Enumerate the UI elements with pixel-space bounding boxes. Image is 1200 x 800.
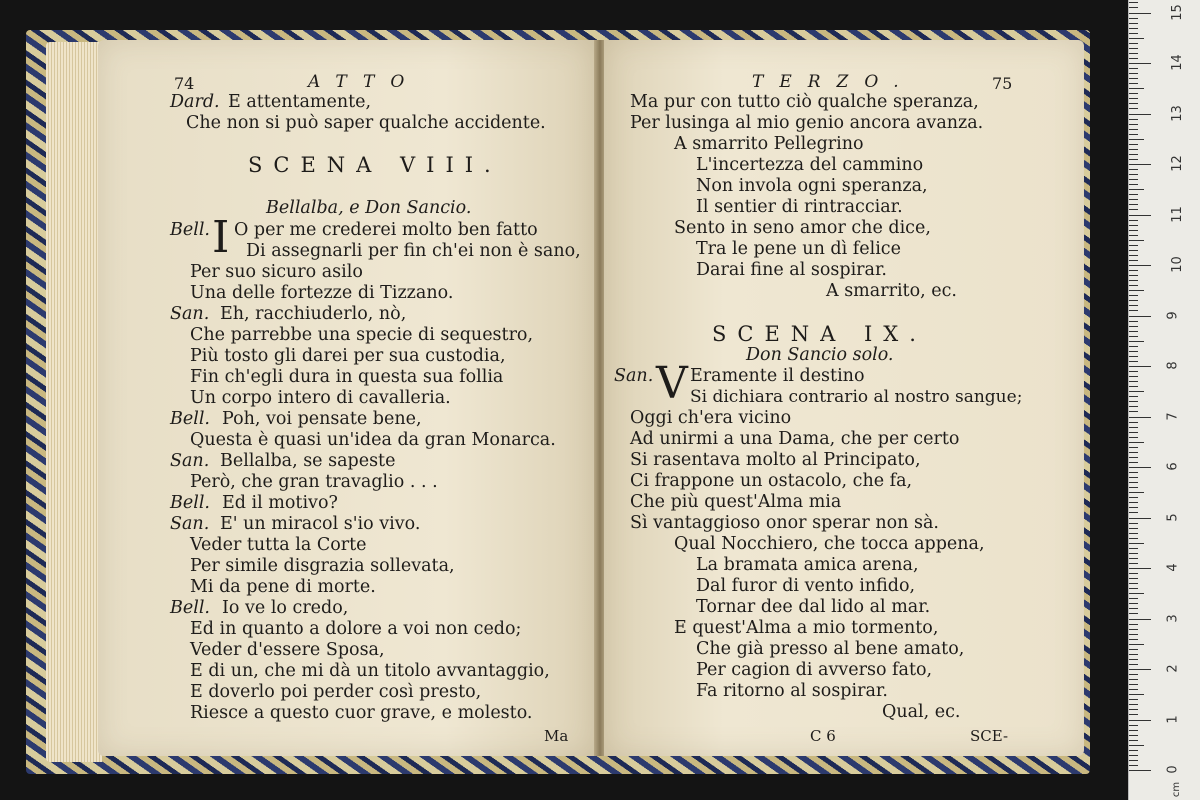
- scene-characters: Bellalba, e Don Sancio.: [266, 198, 472, 218]
- ruler-tick: [1129, 760, 1138, 761]
- verse-line: A smarrito Pellegrino: [674, 134, 864, 154]
- ruler-tick: [1129, 7, 1138, 8]
- drop-cap: I: [212, 212, 230, 263]
- ruler-tick: [1129, 245, 1138, 246]
- ruler-tick: [1129, 230, 1138, 231]
- verse-line: Ci frappone un ostacolo, che fa,: [630, 471, 913, 491]
- verse-line: Eh, racchiuderlo, nò,: [220, 304, 407, 324]
- ruler-tick: [1129, 275, 1138, 276]
- speaker: Bell.: [170, 409, 210, 429]
- ruler-tick: [1129, 295, 1138, 296]
- ruler-tick: [1129, 321, 1138, 322]
- ruler-tick: [1129, 103, 1138, 104]
- ruler-tick: [1129, 240, 1144, 241]
- ruler-label: 1: [1165, 714, 1181, 724]
- verse-line: Si rasentava molto al Principato,: [630, 450, 921, 470]
- verse-line: Di assegnarli per fin ch'ei non è sano,: [246, 241, 581, 261]
- ruler-tick: [1129, 114, 1151, 115]
- ruler-tick: [1129, 512, 1138, 513]
- ruler-tick: [1129, 417, 1151, 418]
- ruler-tick: [1129, 250, 1138, 251]
- ruler-tick: [1129, 765, 1138, 766]
- ruler-tick: [1129, 305, 1138, 306]
- ruler-tick: [1129, 699, 1138, 700]
- ruler-tick: [1129, 18, 1138, 19]
- verse-line: Mi da pene di morte.: [190, 577, 376, 597]
- ruler-tick: [1129, 664, 1138, 665]
- ruler-tick: [1129, 608, 1138, 609]
- ruler-label: 8: [1165, 361, 1181, 370]
- verse-line: E' un miracol s'io vivo.: [220, 514, 421, 534]
- ruler-tick: [1129, 38, 1144, 39]
- verse-line: Il sentier di rintracciar.: [696, 197, 903, 217]
- verse-line: Ad unirmi a una Dama, che per certo: [630, 429, 960, 449]
- ruler-label: 13: [1169, 104, 1185, 122]
- speaker: Bell.: [170, 220, 210, 240]
- ruler-tick: [1129, 694, 1144, 695]
- ruler-tick: [1129, 629, 1138, 630]
- ruler-tick: [1129, 209, 1138, 210]
- verse-line: Riesce a questo cuor grave, e molesto.: [190, 703, 533, 723]
- ruler-tick: [1129, 63, 1151, 64]
- ruler-tick: [1129, 199, 1138, 200]
- right-running-head: TERZO.: [752, 72, 915, 92]
- ruler-tick: [1129, 189, 1144, 190]
- ruler-tick: [1129, 366, 1151, 367]
- ruler-tick: [1129, 255, 1138, 256]
- right-page: [604, 40, 1084, 756]
- speaker: San.: [614, 366, 654, 386]
- ruler-tick: [1129, 679, 1138, 680]
- verse-line: Per simile disgrazia sollevata,: [190, 556, 455, 576]
- ruler-tick: [1129, 452, 1138, 453]
- ruler-label: 2: [1165, 664, 1181, 673]
- scene-characters: Don Sancio solo.: [746, 345, 894, 365]
- verse-line: Un corpo intero di cavalleria.: [190, 388, 451, 408]
- ruler-tick: [1129, 346, 1138, 347]
- ruler-tick: [1129, 119, 1138, 120]
- ruler-tick: [1129, 740, 1138, 741]
- ruler-label: 3: [1165, 613, 1181, 623]
- ruler-tick: [1129, 144, 1138, 145]
- ruler-tick: [1129, 624, 1138, 625]
- ruler-tick: [1129, 482, 1138, 483]
- ruler-tick: [1129, 134, 1138, 135]
- ruler-tick: [1129, 108, 1138, 109]
- ruler-tick: [1129, 770, 1151, 771]
- verse-line: Si dichiara contrario al nostro sangue;: [690, 387, 1023, 407]
- ruler-tick: [1129, 381, 1138, 382]
- ruler-tick: [1129, 654, 1138, 655]
- ruler-tick: [1129, 553, 1138, 554]
- ruler-tick: [1129, 331, 1138, 332]
- ruler-label: 0: [1165, 765, 1181, 774]
- ruler-tick: [1129, 13, 1151, 14]
- verse-line: E di un, che mi dà un titolo avvantaggio,: [190, 661, 550, 681]
- ruler-tick: [1129, 704, 1138, 705]
- ruler-tick: [1129, 735, 1138, 736]
- verse-line: Ed il motivo?: [222, 493, 338, 513]
- scene-title: SCENA IX.: [712, 322, 927, 346]
- speaker: San.: [170, 304, 210, 324]
- ruler-tick: [1129, 83, 1138, 84]
- ruler-tick: [1129, 427, 1138, 428]
- ruler-tick: [1129, 487, 1138, 488]
- ruler-tick: [1129, 184, 1138, 185]
- ruler-tick: [1129, 563, 1138, 564]
- ruler-unit: cm: [1171, 781, 1183, 798]
- ruler-tick: [1129, 129, 1138, 130]
- verse-line: Per suo sicuro asilo: [190, 262, 363, 282]
- measuring-ruler: [1128, 0, 1200, 800]
- verse-line: La bramata amica arena,: [696, 555, 919, 575]
- ruler-tick: [1129, 497, 1138, 498]
- ruler-tick: [1129, 139, 1144, 140]
- ruler-tick: [1129, 73, 1138, 74]
- ruler-tick: [1129, 401, 1138, 402]
- verse-line: A smarrito, ec.: [826, 281, 957, 301]
- ruler-tick: [1129, 260, 1138, 261]
- ruler-tick: [1129, 422, 1138, 423]
- verse-line: Una delle fortezze di Tizzano.: [190, 283, 454, 303]
- verse-line: Poh, voi pensate bene,: [222, 409, 422, 429]
- ruler-tick: [1129, 472, 1138, 473]
- ruler-tick: [1129, 750, 1138, 751]
- verse-line: Fin ch'egli dura in questa sua follia: [190, 367, 504, 387]
- ruler-tick: [1129, 659, 1138, 660]
- ruler-tick: [1129, 507, 1138, 508]
- ruler-label: 6: [1165, 462, 1181, 471]
- ruler-label: 4: [1165, 563, 1181, 572]
- ruler-label: 11: [1169, 205, 1185, 223]
- page-edges: [46, 42, 102, 762]
- ruler-tick: [1129, 68, 1138, 69]
- ruler-tick: [1129, 598, 1138, 599]
- ruler-tick: [1129, 543, 1144, 544]
- ruler-tick: [1129, 634, 1138, 635]
- ruler-tick: [1129, 270, 1138, 271]
- verse-line: Qual, ec.: [882, 702, 961, 722]
- ruler-tick: [1129, 215, 1151, 216]
- ruler-tick: [1129, 371, 1138, 372]
- ruler-tick: [1129, 619, 1151, 620]
- ruler-tick: [1129, 316, 1151, 317]
- ruler-tick: [1129, 265, 1151, 266]
- ruler-tick: [1129, 442, 1144, 443]
- verse-line: Sento in seno amor che dice,: [674, 218, 931, 238]
- ruler-tick: [1129, 523, 1138, 524]
- ruler-label: 7: [1165, 411, 1181, 421]
- speaker: San.: [170, 514, 210, 534]
- ruler-tick: [1129, 603, 1138, 604]
- verse-line: Per cagion di avverso fato,: [696, 660, 933, 680]
- verse-line: E quest'Alma a mio tormento,: [674, 618, 939, 638]
- ruler-tick: [1129, 376, 1138, 377]
- ruler-tick: [1129, 78, 1138, 79]
- ruler-tick: [1129, 467, 1151, 468]
- ruler-tick: [1129, 336, 1138, 337]
- ruler-tick: [1129, 194, 1138, 195]
- ruler-tick: [1129, 386, 1138, 387]
- ruler-tick: [1129, 2, 1138, 3]
- ruler-tick: [1129, 48, 1138, 49]
- ruler-tick: [1129, 492, 1144, 493]
- ruler-tick: [1129, 164, 1151, 165]
- verse-line: Io ve lo credo,: [222, 598, 349, 618]
- left-page: [98, 40, 594, 756]
- ruler-tick: [1129, 149, 1138, 150]
- drop-cap: V: [656, 358, 688, 409]
- verse-line: Tornar dee dal lido al mar.: [696, 597, 931, 617]
- ruler-tick: [1129, 411, 1138, 412]
- ruler-tick: [1129, 462, 1138, 463]
- ruler-tick: [1129, 396, 1138, 397]
- verse-line: Oggi ch'era vicino: [630, 408, 792, 428]
- ruler-tick: [1129, 548, 1138, 549]
- verse-line: O per me crederei molto ben fatto: [234, 220, 538, 240]
- ruler-label: 5: [1165, 512, 1181, 522]
- ruler-tick: [1129, 341, 1144, 342]
- ruler-label: 12: [1169, 155, 1185, 172]
- verse-line: Però, che gran travaglio . . .: [190, 472, 438, 492]
- left-page-number: 74: [174, 74, 195, 93]
- ruler-tick: [1129, 477, 1138, 478]
- ruler-tick: [1129, 280, 1138, 281]
- verse-line: Non invola ogni speranza,: [696, 176, 928, 196]
- ruler-tick: [1129, 573, 1138, 574]
- ruler-tick: [1129, 730, 1138, 731]
- ruler-tick: [1129, 518, 1151, 519]
- speaker: San.: [170, 451, 210, 471]
- verse-line: Ed in quanto a dolore a voi non cedo;: [190, 619, 522, 639]
- ruler-tick: [1129, 33, 1138, 34]
- speaker: Bell.: [170, 598, 210, 618]
- ruler-tick: [1129, 709, 1138, 710]
- ruler-tick: [1129, 568, 1151, 569]
- verse-line: Che non si può saper qualche accidente.: [186, 113, 546, 133]
- verse-line: Veder tutta la Corte: [190, 535, 367, 555]
- ruler-tick: [1129, 154, 1138, 155]
- verse-line: Che già presso al bene amato,: [696, 639, 965, 659]
- ruler-tick: [1129, 310, 1138, 311]
- ruler-tick: [1129, 58, 1138, 59]
- ruler-tick: [1129, 391, 1144, 392]
- ruler-tick: [1129, 674, 1138, 675]
- speaker: Dard.: [170, 92, 220, 112]
- ruler-tick: [1129, 53, 1138, 54]
- verse-line: Che più quest'Alma mia: [630, 492, 842, 512]
- ruler-tick: [1129, 447, 1138, 448]
- ruler-label: 9: [1165, 310, 1181, 320]
- verse-line: Veder d'essere Sposa,: [190, 640, 385, 660]
- verse-line: Più tosto gli darei per sua custodia,: [190, 346, 506, 366]
- ruler-tick: [1129, 528, 1138, 529]
- ruler-tick: [1129, 179, 1138, 180]
- verse-line: Eramente il destino: [690, 366, 865, 386]
- ruler-tick: [1129, 639, 1138, 640]
- left-running-head: ATTO: [308, 72, 421, 92]
- verse-line: Per lusinga al mio genio ancora avanza.: [630, 113, 984, 133]
- ruler-tick: [1129, 290, 1144, 291]
- ruler-label: 15: [1169, 3, 1185, 21]
- verse-line: Bellalba, se sapeste: [220, 451, 396, 471]
- verse-line: Fa ritorno al sospirar.: [696, 681, 888, 701]
- ruler-tick: [1129, 578, 1138, 579]
- ruler-tick: [1129, 285, 1138, 286]
- verse-line: Dal furor di vento infido,: [696, 576, 916, 596]
- ruler-tick: [1129, 235, 1138, 236]
- scene-title: SCENA VIII.: [248, 153, 502, 177]
- verse-line: Che parrebbe una specie di sequestro,: [190, 325, 534, 345]
- ruler-tick: [1129, 714, 1138, 715]
- ruler-tick: [1129, 502, 1138, 503]
- ruler-tick: [1129, 159, 1138, 160]
- verse-line: Sì vantaggioso onor sperar non sà.: [630, 513, 939, 533]
- ruler-tick: [1129, 725, 1138, 726]
- ruler-tick: [1129, 43, 1138, 44]
- ruler-tick: [1129, 124, 1138, 125]
- ruler-label: 10: [1169, 256, 1185, 273]
- ruler-tick: [1129, 457, 1138, 458]
- verse-line: L'incertezza del cammino: [696, 155, 924, 175]
- ruler-tick: [1129, 593, 1144, 594]
- ruler-tick: [1129, 28, 1138, 29]
- ruler-tick: [1129, 432, 1138, 433]
- ruler-tick: [1129, 644, 1144, 645]
- ruler-tick: [1129, 204, 1138, 205]
- ruler-tick: [1129, 538, 1138, 539]
- ruler-tick: [1129, 745, 1144, 746]
- ruler-tick: [1129, 533, 1138, 534]
- signature-mark: C 6: [810, 727, 836, 745]
- ruler-tick: [1129, 406, 1138, 407]
- ruler-tick: [1129, 220, 1138, 221]
- ruler-tick: [1129, 669, 1151, 670]
- verse-line: Qual Nocchiero, che tocca appena,: [674, 534, 985, 554]
- ruler-tick: [1129, 93, 1138, 94]
- verse-line: Ma pur con tutto ciò qualche speranza,: [630, 92, 979, 112]
- ruler-label: 14: [1169, 54, 1185, 71]
- ruler-tick: [1129, 361, 1138, 362]
- catchword: Ma: [544, 727, 569, 745]
- speaker: Bell.: [170, 493, 210, 513]
- catchword: SCE-: [970, 727, 1009, 745]
- verse-line: Tra le pene un dì felice: [696, 239, 901, 259]
- ruler-tick: [1129, 174, 1138, 175]
- ruler-tick: [1129, 326, 1138, 327]
- verse-line: E doverlo poi perder così presto,: [190, 682, 482, 702]
- ruler-tick: [1129, 356, 1138, 357]
- ruler-tick: [1129, 88, 1144, 89]
- ruler-tick: [1129, 98, 1138, 99]
- ruler-tick: [1129, 169, 1138, 170]
- verse-line: Darai fine al sospirar.: [696, 260, 887, 280]
- ruler-tick: [1129, 720, 1151, 721]
- ruler-tick: [1129, 558, 1138, 559]
- ruler-tick: [1129, 583, 1138, 584]
- ruler-tick: [1129, 755, 1138, 756]
- ruler-tick: [1129, 351, 1138, 352]
- ruler-tick: [1129, 684, 1138, 685]
- ruler-tick: [1129, 225, 1138, 226]
- ruler-tick: [1129, 588, 1138, 589]
- verse-line: E attentamente,: [228, 92, 372, 112]
- ruler-tick: [1129, 437, 1138, 438]
- ruler-tick: [1129, 300, 1138, 301]
- ruler-tick: [1129, 689, 1138, 690]
- ruler-tick: [1129, 649, 1138, 650]
- verse-line: Questa è quasi un'idea da gran Monarca.: [190, 430, 556, 450]
- ruler-tick: [1129, 23, 1138, 24]
- right-page-number: 75: [992, 74, 1013, 93]
- ruler-tick: [1129, 613, 1138, 614]
